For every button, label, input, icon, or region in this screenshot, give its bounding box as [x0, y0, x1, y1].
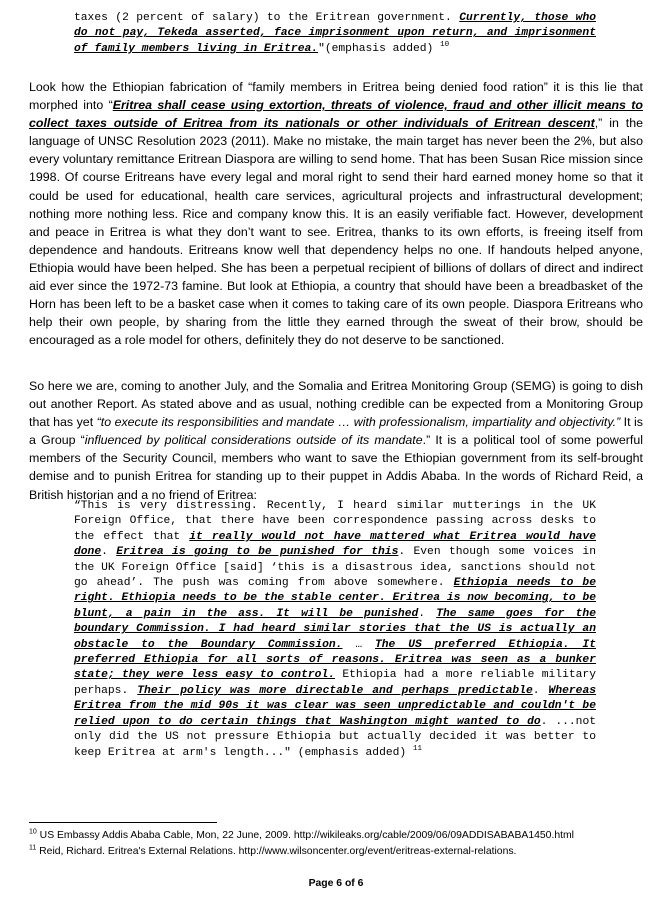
- emphasized-text: The same goes for the boundary Commission. I had heard similar stories that the US is actually an obstacle to the Boundary Commission.: [74, 607, 596, 651]
- emphasized-text: Whereas Eritrea from the mid 90s it was clear was seen unpredictable and couldn't be relied upon to do certain things that Washington might wanted to do: [74, 684, 597, 728]
- footnote-number: 10: [29, 828, 37, 836]
- paragraph-semg: [29, 377, 643, 504]
- footnote-10: [29, 828, 649, 844]
- footnote-ref-10: 10: [440, 41, 450, 50]
- emphasized-text: Currently, those who do not pay, Tekeda asserted, face imprisonment upon return, and imprisonment of family members living in Eritrea.: [74, 12, 597, 55]
- quote-text: taxes (2 percent of salary) to the Eritrean government.: [74, 12, 460, 24]
- quote-text: . Even though some voices in the UK Foreign Office [said] ‘this is a disastrous idea, sanctions should not go ahead’. The push was coming from above somewhere.: [74, 546, 597, 590]
- footnote-number: 11: [29, 844, 37, 852]
- body-text: Look how the Ethiopian fabrication of “family members in Eritrea being denied food ration” it is this lie that morphed into “: [29, 80, 643, 113]
- footnote-text: US Embassy Addis Ababa Cable, Mon, 22 June, 2009. http://wikileaks.org/cable/2009/06/09ADDISABABA1450.html: [36, 830, 574, 841]
- quote-text: . ...not only did the US not pressure Ethiopia but actually decided it was better to keep Eritrea at arm's length..." (emphasis added): [74, 715, 597, 759]
- emphasized-text: Eritrea shall cease using extortion, threats of violence, fraud and other illicit means to collect taxes outside of Eritrea from its nationals or other individuals of Eritrean descent: [29, 98, 643, 131]
- emphasized-text: Ethiopia needs to be right. Ethiopia needs to be the stable center. Eritrea is now becoming, to be blunt, a pain in the ass. It will be punished: [74, 577, 597, 620]
- quote-text: .: [532, 684, 549, 697]
- paragraph-remittance: [29, 78, 643, 349]
- body-text: .” It is a political tool of some powerful members of the Security Council, members who want to save the Ethiopian government from its self-brought demise and to punish Eritrea for standing up to their puppet in Addis Ababa. In the words of Richard Reid, a British historian and a no friend of Eritrea:: [29, 433, 643, 502]
- emphasized-text: Their policy was more directable and perhaps predictable: [137, 684, 533, 697]
- body-text: It is a Group “: [29, 415, 643, 448]
- footnote-text: Reid, Richard. Eritrea's External Relations. http://www.wilsoncenter.org/event/eritreas-external-relations.: [36, 846, 517, 857]
- quote-text: …: [342, 638, 375, 651]
- footnote-11: [29, 844, 649, 860]
- quote-text: .: [101, 546, 117, 559]
- block-quote-tekeda: [74, 11, 596, 57]
- footnotes: [29, 828, 649, 860]
- emphasized-text: Eritrea is going to be punished for this: [116, 546, 399, 559]
- footnote-ref-11: 11: [412, 744, 422, 753]
- block-quote-reid: [74, 499, 596, 761]
- emphasized-text: it really would not have mattered what Eritrea would have done: [74, 530, 596, 559]
- quote-text: "(emphasis added): [318, 42, 434, 55]
- quote-text: “This is very distressing. Recently, I heard similar mutterings in the UK Foreign Office, that there have been correspondence passing across desks to the effect that: [74, 500, 596, 543]
- quote-text: Ethiopia had a more reliable military perhaps.: [74, 669, 596, 697]
- footnote-separator: [29, 822, 217, 823]
- body-text: So here we are, coming to another July, and the Somalia and Eritrea Monitoring Group (SEMG) is going to dish out another Report. As stated above and as usual, nothing credible can be expected from a Monitoring Group that has yet: [29, 379, 643, 430]
- italic-text: influenced by political considerations outside of its mandate: [84, 433, 423, 448]
- quote-text: .: [418, 607, 437, 620]
- emphasized-text: The US preferred Ethiopia. It preferred Ethiopia for all sorts of reasons. Eritrea was seen as a bunker state; they were less easy to control.: [74, 638, 596, 682]
- body-text: ,” in the language of UNSC Resolution 2023 (2011). Make no mistake, the main target has never been the 2%, but also every voluntary remittance Eritrean Diaspora are willing to send home. That has been Susan Rice mission since 1998. Of course Eritreans have every legal and moral right to send their hard earned money home so that it could be used for educational, health care services, agricultural projects and infrastructural development; nothing more nothing less. Rice and company know this. It is an easily verifiable fact. However, development and peace in Eritrea is what they don’t want to see. Eritrea, thanks to its own efforts, is freeing itself from dependence and handouts. Eritreans know well that dependency helps no one. If handouts helped anyone, Ethiopia would have been helped. She has been a perpetual recipient of billions of dollars of direct and indirect aid ever since the 1972-73 famine. But look at Ethiopia, a country that should have been a breadbasket of the Horn has been left to be a basket case when it comes to taking care of its own people. Diaspora Eritreans who help their own people, by sharing from the little they earned through the sweat of their brow, should be encouraged as a role model for others, definitely they do not deserve to be sanctioned.: [29, 116, 643, 348]
- page-number: Page 6 of 6: [308, 878, 364, 889]
- italic-text: “to execute its responsibilities and mandate … with professionalism, impartiality and objectivity.”: [96, 415, 621, 430]
